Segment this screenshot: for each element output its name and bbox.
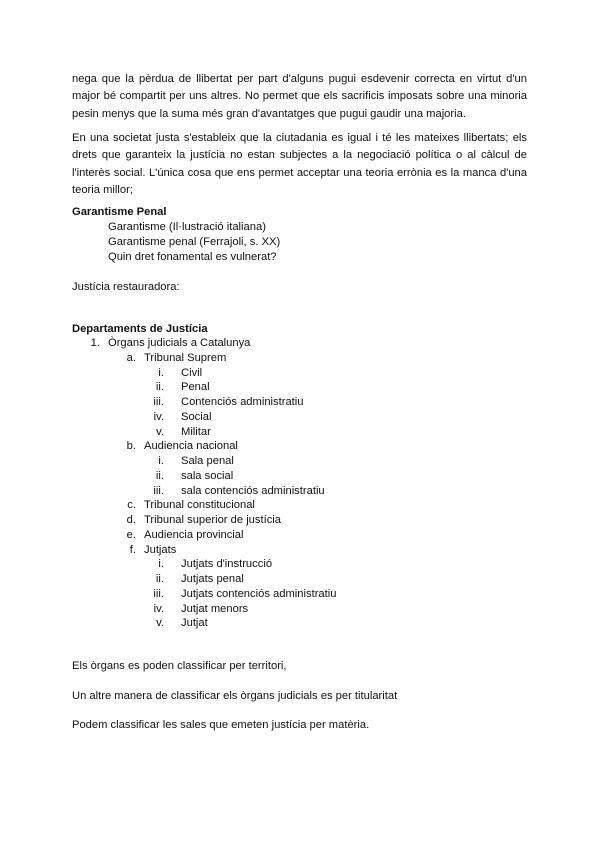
list-item-level3: Jutjats contenciós administratiu <box>181 587 337 600</box>
list-marker: v. <box>156 425 164 438</box>
list-item-level2: Audiencia nacional <box>144 440 238 453</box>
closing-line: Podem classificar les sales que emeten justícia per matèria. <box>72 719 370 731</box>
list-marker: ii. <box>155 469 164 482</box>
list-marker: c. <box>127 499 136 512</box>
list-marker: a. <box>126 351 136 364</box>
list-marker: e. <box>126 528 136 541</box>
list-marker: d. <box>126 514 136 526</box>
closing-line: Un altre manera de classificar els òrgans judicials es per titularitat <box>72 690 398 702</box>
list-item-level3: Penal <box>181 381 210 394</box>
list-item-level2: Tribunal superior de justícia <box>144 514 282 526</box>
list-item-level3: Militar <box>181 425 211 438</box>
garantisme-item: Garantisme (Il·lustració italiana) <box>108 221 266 233</box>
intro-paragraph: nega que la pèrdua de llibertat per part d'alguns pugui esdevenir correcta en virtut d'un major bé compartit per uns altres. No permet que els sacrificis imposats sobre una minoria pesin menys que la suma més gran d'avantatges que pugui gaudir una majoria. <box>72 73 527 120</box>
list-item-level3: Jutjat <box>181 617 208 630</box>
list-marker: iii. <box>153 587 164 600</box>
list-marker: iv. <box>153 602 164 615</box>
list-marker: iv. <box>153 410 164 423</box>
list-item-level3: Jutjats d'instrucció <box>181 558 273 571</box>
list-item-level2: Tribunal constitucional <box>144 499 255 512</box>
list-item-level3: Jutjats penal <box>181 573 244 585</box>
list-marker: ii. <box>155 573 164 585</box>
list-marker: iii. <box>153 484 164 497</box>
list-item-level3: Contenciós administratiu <box>181 396 304 408</box>
departaments-heading: Departaments de Justícia <box>72 323 208 335</box>
list-item-level2: Jutjats <box>144 543 177 556</box>
list-item-level3: Civil <box>181 366 203 379</box>
closing-line: Els òrgans es poden classificar per territori, <box>72 660 287 672</box>
list-item-level3: Sala penal <box>181 455 234 467</box>
garantisme-item: Garantisme penal (Ferrajoli, s. XX) <box>108 236 281 248</box>
list-marker: i. <box>158 366 164 379</box>
list-item-level3: Social <box>181 410 212 423</box>
list-marker: ii. <box>155 381 164 394</box>
list-item-level1: Òrgans judicials a Catalunya <box>108 337 251 349</box>
garantisme-heading: Garantisme Penal <box>72 206 167 218</box>
list-item-level3: Jutjat menors <box>181 602 249 615</box>
list-item-level3: sala contenciós administratiu <box>181 484 325 497</box>
justicia-restauradora-label: Justícia restauradora: <box>72 281 180 293</box>
list-marker: i. <box>158 558 164 571</box>
list-item-level2: Tribunal Suprem <box>144 351 227 364</box>
list-marker: i. <box>158 455 164 467</box>
society-paragraph: En una societat justa s'estableix que la ciutadania es igual i té les mateixes llibertats; els drets que garanteix la justícia no estan subjectes a la negociació política o al càlcul de l'interès social. L'única cosa que ens permet acceptar una teoria errònia es la manca d'una teoria millor; <box>72 132 527 197</box>
list-marker: 1. <box>90 337 100 349</box>
list-marker: b. <box>126 440 136 453</box>
list-item-level3: sala social <box>181 469 234 482</box>
list-marker: f. <box>129 543 136 556</box>
list-marker: iii. <box>153 396 164 408</box>
garantisme-item: Quin dret fonamental es vulnerat? <box>108 251 277 263</box>
list-item-level2: Audiencia provincial <box>144 528 244 541</box>
list-marker: v. <box>156 617 164 630</box>
